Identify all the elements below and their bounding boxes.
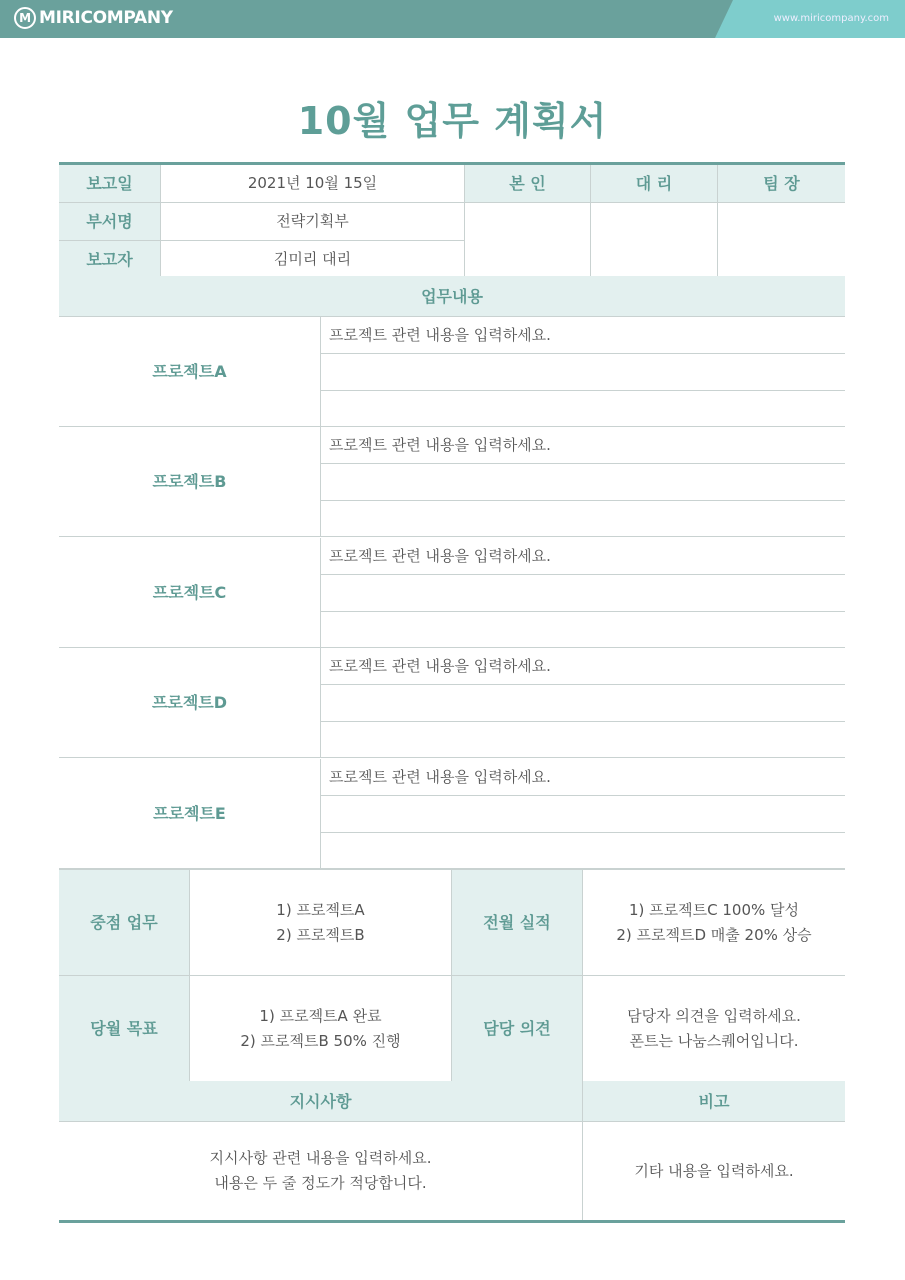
focus-label: 중점 업무 (59, 870, 190, 976)
dept-label: 부서명 (59, 203, 161, 241)
opinion-value[interactable] (583, 976, 845, 1082)
text-line: 2) 프로젝트B 50% 진행 (240, 1031, 401, 1050)
project-name: 프로젝트C (59, 538, 321, 648)
project-detail-line[interactable]: 프로젝트 관련 내용을 입력하세요. (321, 427, 845, 464)
date-label: 보고일 (59, 165, 161, 203)
text-line: 1) 프로젝트A (276, 900, 365, 919)
instructions-table (59, 1081, 845, 1223)
summary-table (59, 869, 845, 1082)
project-name: 프로젝트D (59, 648, 321, 758)
approval-self-label: 본 인 (465, 165, 591, 203)
text-line: 폰트는 나눔스퀘어입니다. (629, 1031, 799, 1050)
goal-value[interactable] (190, 976, 452, 1082)
brand-name: MIRICOMPANY (39, 8, 173, 28)
project-name: 프로젝트A (59, 317, 321, 427)
project-detail-line[interactable]: 프로젝트 관련 내용을 입력하세요. (321, 538, 845, 575)
date-value[interactable]: 2021년 10월 15일 (161, 165, 465, 203)
opinion-label: 담당 의견 (452, 976, 583, 1082)
focus-value[interactable] (190, 870, 452, 976)
project-detail-line[interactable]: 프로젝트 관련 내용을 입력하세요. (321, 317, 845, 354)
project-detail-line[interactable] (321, 391, 845, 427)
project-block (59, 538, 845, 648)
text-line: 2) 프로젝트D 매출 20% 상승 (616, 925, 812, 944)
note-value[interactable]: 기타 내용을 입력하세요. (634, 1161, 794, 1180)
project-detail-line[interactable] (321, 464, 845, 501)
prev-results-value[interactable] (583, 870, 845, 976)
text-line: 담당자 의견을 입력하세요. (627, 1006, 801, 1025)
project-detail-line[interactable] (321, 354, 845, 391)
project-detail-line[interactable] (321, 575, 845, 612)
logo-icon: M (14, 7, 36, 29)
approval-self-sign[interactable] (465, 203, 591, 278)
reporter-value[interactable]: 김미리 대리 (161, 241, 465, 278)
goal-label: 당월 목표 (59, 976, 190, 1082)
top-banner (0, 0, 905, 38)
text-line: 지시사항 관련 내용을 입력하세요. (209, 1149, 432, 1167)
project-detail-line[interactable]: 프로젝트 관련 내용을 입력하세요. (321, 759, 845, 796)
document-title: 10월 업무 계획서 (297, 99, 608, 143)
text-line: 1) 프로젝트A 완료 (259, 1006, 382, 1025)
reporter-label: 보고자 (59, 241, 161, 278)
project-detail-line[interactable] (321, 796, 845, 833)
project-detail-line[interactable] (321, 833, 845, 869)
project-detail-line[interactable] (321, 612, 845, 648)
prev-results-label: 전월 실적 (452, 870, 583, 976)
project-block (59, 759, 845, 869)
work-content-table (59, 276, 845, 317)
text-line: 내용은 두 줄 정도가 적당합니다. (214, 1174, 427, 1192)
dept-value[interactable]: 전략기획부 (161, 203, 465, 241)
project-detail-line[interactable] (321, 501, 845, 537)
project-name: 프로젝트B (59, 427, 321, 537)
project-block (59, 427, 845, 537)
note-label: 비고 (583, 1081, 845, 1122)
instructions-value[interactable] (59, 1122, 583, 1220)
website-url: www.miricompany.com (773, 13, 889, 24)
project-block (59, 317, 845, 427)
approval-deputy-sign[interactable] (591, 203, 718, 278)
project-name: 프로젝트E (59, 759, 321, 869)
project-detail-line[interactable] (321, 722, 845, 758)
project-detail-line[interactable]: 프로젝트 관련 내용을 입력하세요. (321, 648, 845, 685)
approval-deputy-label: 대 리 (591, 165, 718, 203)
work-content-header: 업무내용 (59, 276, 845, 317)
brand-logo (14, 7, 173, 29)
text-line: 1) 프로젝트C 100% 달성 (629, 900, 799, 919)
report-info-table (59, 162, 845, 278)
approval-team-lead-sign[interactable] (718, 203, 845, 278)
project-detail-line[interactable] (321, 685, 845, 722)
text-line: 2) 프로젝트B (276, 925, 365, 944)
project-block (59, 648, 845, 758)
instructions-label: 지시사항 (59, 1081, 583, 1122)
approval-team-lead-label: 팀 장 (718, 165, 845, 203)
